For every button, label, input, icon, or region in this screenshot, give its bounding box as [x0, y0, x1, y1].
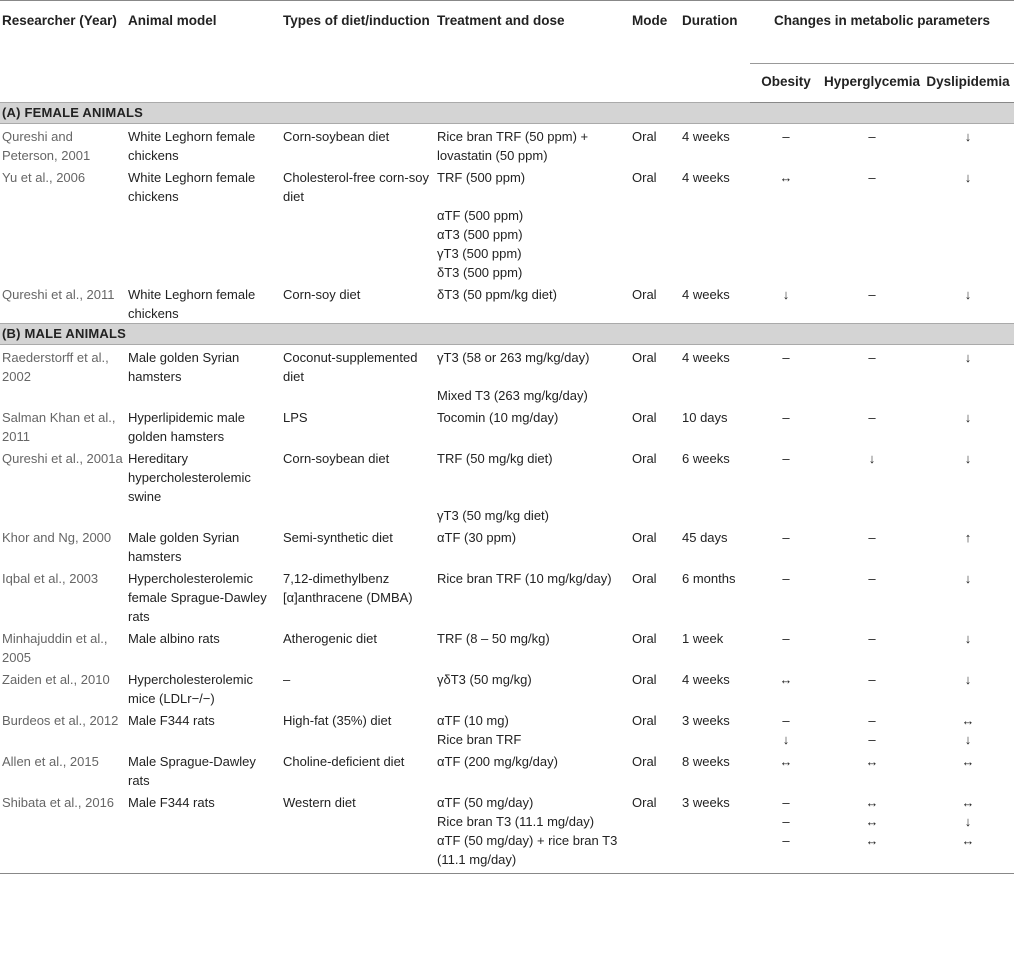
cell-duration: 4 weeks — [682, 287, 730, 302]
cell-obesity: – — [782, 350, 790, 365]
cell-mode — [630, 263, 680, 282]
cell-obesity — [750, 244, 822, 263]
cell-animal-model: Hypercholesterolemic mice (LDLr−/−) — [128, 672, 253, 706]
cell-dyslipidemia: ↓ — [964, 287, 972, 302]
section-label: (A) FEMALE ANIMALS — [0, 103, 1014, 124]
table-row — [0, 626, 1014, 667]
header-treatment: Treatment and dose — [435, 1, 630, 103]
table-row — [0, 790, 1014, 812]
cell-treatment: αTF (50 mg/day) + rice bran T3 (11.1 mg/day) — [435, 831, 630, 874]
cell-treatment: Tocomin (10 mg/day) — [437, 410, 559, 425]
cell-duration: 45 days — [682, 530, 728, 545]
cell-obesity: – — [782, 571, 790, 586]
table-row — [0, 386, 1014, 405]
cell-animal-model — [126, 386, 281, 405]
cell-mode — [630, 244, 680, 263]
cell-researcher: Shibata et al., 2016 — [2, 795, 115, 810]
cell-treatment: δT3 (50 ppm/kg diet) — [437, 287, 557, 302]
cell-mode — [630, 812, 680, 831]
cell-obesity: – — [782, 713, 790, 728]
cell-duration — [680, 263, 750, 282]
table-row — [0, 749, 1014, 790]
table-row — [0, 566, 1014, 626]
cell-hyperglycemia: – — [868, 350, 876, 365]
cell-mode — [630, 225, 680, 244]
cell-treatment: Rice bran TRF — [437, 732, 522, 747]
cell-obesity: – — [782, 631, 790, 646]
cell-hyperglycemia — [822, 506, 922, 525]
cell-obesity — [750, 263, 822, 282]
header-hyperglycemia: Hyperglycemia — [822, 64, 922, 103]
header-researcher: Researcher (Year) — [0, 1, 126, 103]
cell-dyslipidemia: ↓ — [964, 410, 972, 425]
cell-diet — [281, 812, 435, 831]
cell-duration: 4 weeks — [682, 672, 730, 687]
table-row — [0, 225, 1014, 244]
table-row — [0, 124, 1014, 166]
cell-obesity — [750, 506, 822, 525]
cell-researcher — [0, 225, 126, 244]
cell-diet — [281, 730, 435, 749]
section-header — [0, 324, 1014, 345]
header-duration: Duration — [680, 1, 750, 103]
cell-obesity — [750, 386, 822, 405]
cell-animal-model — [126, 263, 281, 282]
table-row — [0, 244, 1014, 263]
cell-hyperglycemia: – — [868, 713, 876, 728]
cell-hyperglycemia: – — [868, 672, 876, 687]
cell-duration: 4 weeks — [682, 129, 730, 144]
cell-dyslipidemia: ↔ — [922, 831, 1014, 874]
cell-hyperglycemia: – — [868, 571, 876, 586]
cell-diet: Western diet — [283, 795, 356, 810]
cell-animal-model — [126, 506, 281, 525]
cell-treatment: TRF (500 ppm) — [437, 170, 526, 185]
cell-animal-model: Male golden Syrian hamsters — [128, 350, 240, 384]
cell-dyslipidemia: ↓ — [964, 814, 972, 829]
cell-animal-model — [126, 225, 281, 244]
cell-diet: 7,12-dimethylbenz [α]anthracene (DMBA) — [283, 571, 413, 605]
cell-diet: Choline-deficient diet — [283, 754, 405, 769]
table-row — [0, 282, 1014, 324]
cell-mode: Oral — [632, 129, 657, 144]
cell-duration: 3 weeks — [682, 713, 730, 728]
cell-dyslipidemia: ↔ — [961, 754, 975, 769]
cell-dyslipidemia: ↓ — [964, 732, 972, 747]
cell-duration: 4 weeks — [682, 170, 730, 185]
section-label: (B) MALE ANIMALS — [0, 324, 1014, 345]
cell-animal-model — [126, 244, 281, 263]
cell-animal-model: White Leghorn female chickens — [128, 129, 256, 163]
cell-mode: Oral — [632, 451, 657, 466]
cell-dyslipidemia — [922, 506, 1014, 525]
cell-duration — [680, 730, 750, 749]
cell-duration — [680, 812, 750, 831]
cell-animal-model — [126, 206, 281, 225]
cell-researcher: Burdeos et al., 2012 — [2, 713, 119, 728]
cell-researcher: Minhajuddin et al., 2005 — [2, 631, 108, 665]
cell-duration — [680, 206, 750, 225]
header-row — [0, 1, 1014, 64]
header-obesity: Obesity — [750, 64, 822, 103]
cell-mode: Oral — [632, 287, 657, 302]
cell-duration: 4 weeks — [682, 350, 730, 365]
cell-diet: Atherogenic diet — [283, 631, 377, 646]
cell-diet: Corn-soybean diet — [283, 451, 390, 466]
table-row — [0, 667, 1014, 708]
cell-duration — [680, 831, 750, 874]
cell-obesity — [750, 225, 822, 244]
cell-hyperglycemia: ↔ — [865, 814, 879, 829]
cell-dyslipidemia — [922, 386, 1014, 405]
section-header — [0, 103, 1014, 124]
cell-obesity: – — [782, 814, 790, 829]
cell-hyperglycemia: – — [868, 170, 876, 185]
cell-mode: Oral — [632, 571, 657, 586]
cell-animal-model: White Leghorn female chickens — [128, 287, 256, 321]
cell-hyperglycemia: – — [868, 129, 876, 144]
cell-diet — [281, 386, 435, 405]
cell-hyperglycemia — [822, 244, 922, 263]
cell-duration: 6 months — [682, 571, 736, 586]
cell-dyslipidemia: ↓ — [964, 170, 972, 185]
cell-mode — [630, 206, 680, 225]
cell-mode: Oral — [632, 713, 657, 728]
cell-treatment: Rice bran TRF (50 ppm) + lovastatin (50 ppm) — [437, 129, 589, 163]
header-changes: Changes in metabolic parameters — [750, 1, 1014, 64]
cell-mode: Oral — [632, 672, 657, 687]
cell-animal-model — [126, 812, 281, 831]
cell-diet — [281, 506, 435, 525]
table-row — [0, 831, 1014, 874]
cell-dyslipidemia: ↓ — [964, 451, 972, 466]
cell-obesity: ↓ — [782, 287, 790, 302]
cell-researcher: Iqbal et al., 2003 — [2, 571, 99, 586]
cell-obesity: – — [782, 530, 790, 545]
cell-mode — [630, 506, 680, 525]
cell-treatment: Rice bran T3 (11.1 mg/day) — [437, 814, 595, 829]
cell-duration: 6 weeks — [682, 451, 730, 466]
cell-hyperglycemia: ↓ — [868, 451, 876, 466]
cell-obesity: – — [782, 451, 790, 466]
cell-diet: LPS — [283, 410, 308, 425]
cell-hyperglycemia — [822, 386, 922, 405]
cell-treatment: γT3 (58 or 263 mg/kg/day) — [437, 350, 590, 365]
cell-diet: Corn-soy diet — [283, 287, 361, 302]
cell-mode: Oral — [632, 631, 657, 646]
cell-diet: Semi-synthetic diet — [283, 530, 393, 545]
table-row — [0, 446, 1014, 506]
cell-obesity: ↔ — [779, 672, 793, 687]
cell-obesity: – — [750, 831, 822, 874]
cell-dyslipidemia — [922, 263, 1014, 282]
header-diet: Types of diet/induction — [281, 1, 435, 103]
cell-animal-model: Male F344 rats — [128, 713, 215, 728]
cell-duration: 10 days — [682, 410, 728, 425]
cell-treatment: γT3 (50 mg/kg diet) — [437, 508, 549, 523]
table-row — [0, 708, 1014, 730]
cell-dyslipidemia: ↓ — [964, 350, 972, 365]
cell-researcher — [0, 831, 126, 874]
cell-treatment: γT3 (500 ppm) — [437, 246, 522, 261]
table-row — [0, 263, 1014, 282]
cell-animal-model: Male albino rats — [128, 631, 220, 646]
cell-treatment: Mixed T3 (263 mg/kg/day) — [437, 388, 588, 403]
cell-animal-model — [126, 730, 281, 749]
cell-hyperglycemia: ↔ — [865, 795, 879, 810]
cell-researcher — [0, 206, 126, 225]
cell-animal-model: Male F344 rats — [128, 795, 215, 810]
cell-mode: Oral — [632, 530, 657, 545]
cell-hyperglycemia: ↔ — [865, 754, 879, 769]
cell-animal-model — [126, 831, 281, 874]
cell-researcher: Yu et al., 2006 — [2, 170, 86, 185]
cell-treatment: αTF (10 mg) — [437, 713, 509, 728]
cell-diet: Corn-soybean diet — [283, 129, 390, 144]
cell-diet: High-fat (35%) diet — [283, 713, 392, 728]
cell-dyslipidemia — [922, 244, 1014, 263]
table-row — [0, 525, 1014, 566]
cell-animal-model: Hereditary hypercholesterolemic swine — [128, 451, 251, 504]
table-body — [0, 103, 1014, 874]
cell-treatment: Rice bran TRF (10 mg/kg/day) — [437, 571, 612, 586]
cell-diet: – — [283, 672, 291, 687]
cell-diet: Cholesterol-free corn-soy diet — [283, 170, 429, 204]
header-dyslipidemia: Dyslipidemia — [922, 64, 1014, 103]
cell-dyslipidemia: ↓ — [964, 129, 972, 144]
cell-hyperglycemia: – — [868, 410, 876, 425]
cell-researcher: Khor and Ng, 2000 — [2, 530, 112, 545]
cell-researcher: Raederstorff et al., 2002 — [2, 350, 109, 384]
cell-mode: Oral — [632, 350, 657, 365]
cell-treatment: αTF (30 ppm) — [437, 530, 517, 545]
cell-animal-model: White Leghorn female chickens — [128, 170, 256, 204]
cell-dyslipidemia: ↑ — [964, 530, 972, 545]
cell-obesity: – — [782, 129, 790, 144]
cell-obesity: ↔ — [779, 754, 793, 769]
header-animal-model: Animal model — [126, 1, 281, 103]
table-row — [0, 812, 1014, 831]
cell-dyslipidemia: ↔ — [961, 713, 975, 728]
cell-diet — [281, 206, 435, 225]
cell-diet — [281, 831, 435, 874]
cell-mode — [630, 386, 680, 405]
cell-researcher — [0, 386, 126, 405]
cell-duration — [680, 225, 750, 244]
cell-duration — [680, 386, 750, 405]
cell-dyslipidemia: ↓ — [964, 631, 972, 646]
cell-treatment: αTF (200 mg/kg/day) — [437, 754, 558, 769]
cell-duration — [680, 244, 750, 263]
cell-dyslipidemia — [922, 206, 1014, 225]
cell-dyslipidemia: ↓ — [964, 571, 972, 586]
cell-obesity — [750, 206, 822, 225]
cell-treatment: γδT3 (50 mg/kg) — [437, 672, 532, 687]
cell-animal-model: Hypercholesterolemic female Sprague-Dawley rats — [128, 571, 267, 624]
cell-researcher — [0, 730, 126, 749]
cell-mode — [630, 831, 680, 874]
cell-mode: Oral — [632, 754, 657, 769]
cell-obesity: ↔ — [779, 170, 793, 185]
cell-researcher — [0, 812, 126, 831]
cell-hyperglycemia — [822, 206, 922, 225]
cell-treatment: αTF (500 ppm) — [437, 208, 524, 223]
cell-researcher: Qureshi et al., 2001a — [2, 451, 123, 466]
header-mode: Mode — [630, 1, 680, 103]
cell-duration — [680, 506, 750, 525]
cell-obesity: – — [782, 795, 790, 810]
cell-animal-model: Male Sprague-Dawley rats — [128, 754, 256, 788]
cell-researcher: Zaiden et al., 2010 — [2, 672, 110, 687]
cell-animal-model: Hyperlipidemic male golden hamsters — [128, 410, 246, 444]
cell-hyperglycemia: – — [868, 631, 876, 646]
cell-researcher — [0, 244, 126, 263]
table-row — [0, 165, 1014, 206]
cell-researcher: Salman Khan et al., 2011 — [2, 410, 116, 444]
cell-diet: Coconut-supplemented diet — [283, 350, 418, 384]
cell-treatment: αTF (50 mg/day) — [437, 795, 534, 810]
cell-hyperglycemia — [822, 263, 922, 282]
table-row — [0, 206, 1014, 225]
cell-treatment: αT3 (500 ppm) — [437, 227, 523, 242]
cell-researcher — [0, 506, 126, 525]
table-row — [0, 506, 1014, 525]
cell-obesity: ↓ — [782, 732, 790, 747]
cell-duration: 3 weeks — [682, 795, 730, 810]
cell-researcher: Allen et al., 2015 — [2, 754, 99, 769]
cell-obesity: – — [782, 410, 790, 425]
cell-diet — [281, 244, 435, 263]
cell-researcher: Qureshi et al., 2011 — [2, 287, 115, 302]
cell-dyslipidemia — [922, 225, 1014, 244]
cell-diet — [281, 225, 435, 244]
cell-dyslipidemia: ↓ — [964, 672, 972, 687]
cell-mode — [630, 730, 680, 749]
cell-mode: Oral — [632, 410, 657, 425]
cell-duration: 8 weeks — [682, 754, 730, 769]
cell-mode: Oral — [632, 795, 657, 810]
table-row — [0, 730, 1014, 749]
cell-treatment: TRF (50 mg/kg diet) — [437, 451, 553, 466]
cell-dyslipidemia: ↔ — [961, 795, 975, 810]
cell-hyperglycemia: ↔ — [822, 831, 922, 874]
cell-diet — [281, 263, 435, 282]
cell-hyperglycemia: – — [868, 287, 876, 302]
cell-researcher: Qureshi and Peterson, 2001 — [2, 129, 91, 163]
cell-animal-model: Male golden Syrian hamsters — [128, 530, 240, 564]
cell-hyperglycemia — [822, 225, 922, 244]
cell-mode: Oral — [632, 170, 657, 185]
cell-treatment: δT3 (500 ppm) — [437, 265, 523, 280]
cell-hyperglycemia: – — [868, 732, 876, 747]
cell-researcher — [0, 263, 126, 282]
cell-duration: 1 week — [682, 631, 724, 646]
table-row — [0, 405, 1014, 446]
table-row — [0, 345, 1014, 387]
cell-hyperglycemia: – — [868, 530, 876, 545]
cell-treatment: TRF (8 – 50 mg/kg) — [437, 631, 550, 646]
